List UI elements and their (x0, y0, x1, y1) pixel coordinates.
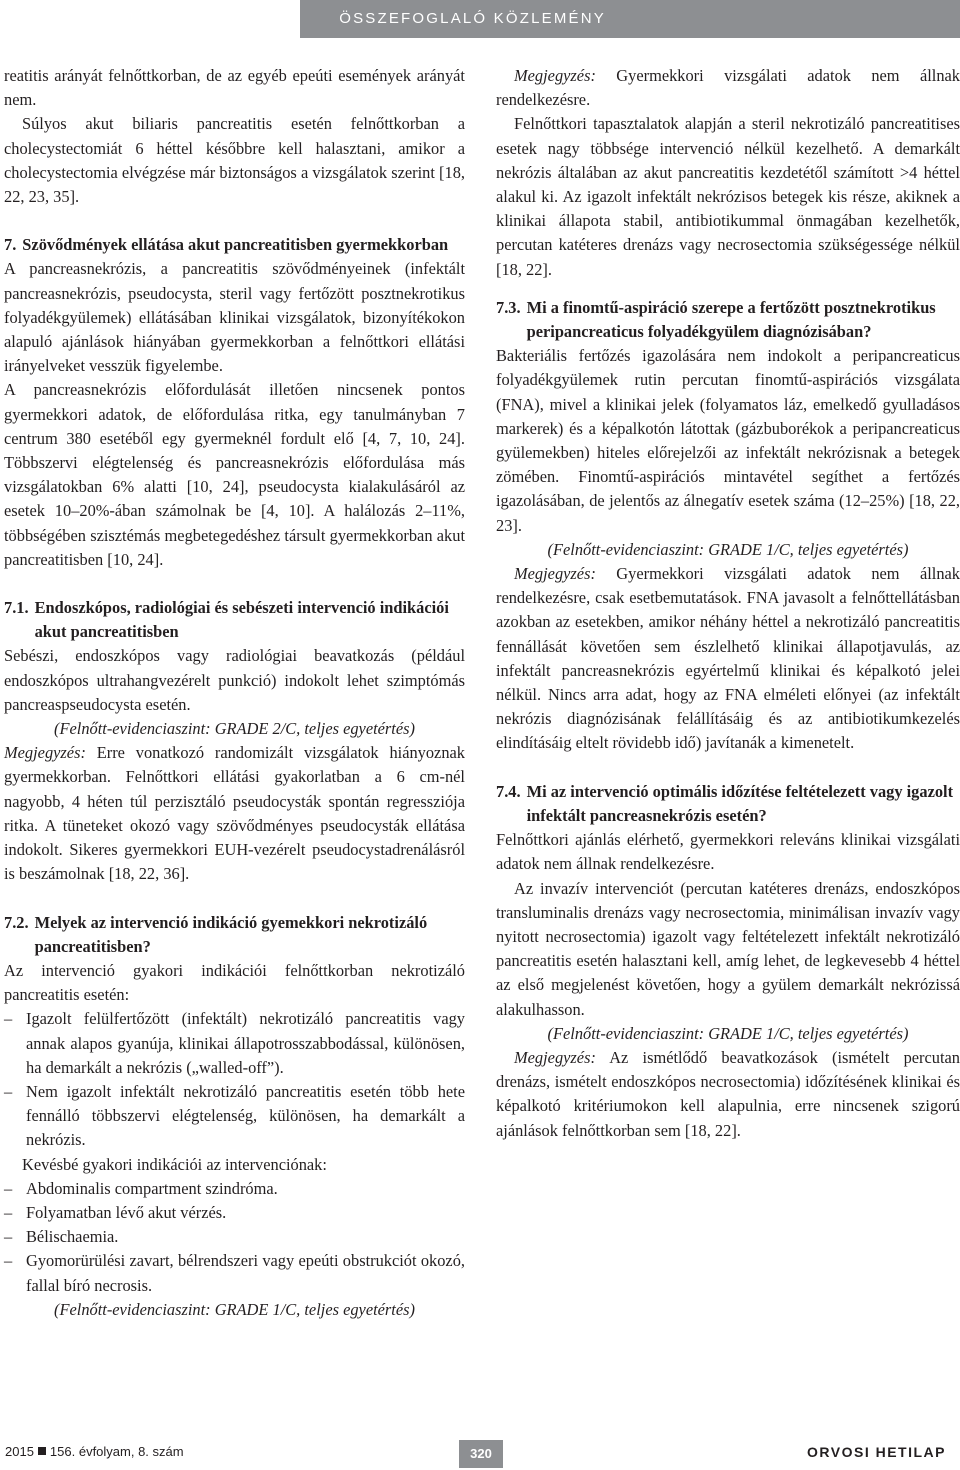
indication-list (4, 1177, 465, 1298)
square-bullet-icon (38, 1447, 46, 1455)
section-number: 7.1. (4, 598, 29, 618)
section-heading (4, 596, 465, 644)
paragraph: A pancreasnekrózis előfordulását illetően nincsenek pontos gyermekkori adatok, de előfordulása ritka, egy tanulmányban 7 centrum 380 esetéből egy gyermeknél fordult elő [4, 7, 10, 24]. Többszervi elégtelenség és pancreasnekrózis előfordulása más vizsgálatokban 6% alatti [10, 24], pseudocysta kialakulásáról az esetek 10–20%-ában számolnak be [4, 10]. A halálozás 2–11%, többségében szisztémás megbetegedéshez társult gyermekkorban akut pancreatitisben [10, 24]. (4, 380, 465, 569)
paragraph: Sebészi, endoszkópos vagy radiológiai beavatkozás (például endoszkópos ultrahangvezérelt punkció) indokolt lehet szimptómás pancreaspseudocysta esetén. (4, 646, 465, 714)
note-paragraph (4, 741, 465, 886)
paragraph: Felnőttkori tapasztalatok alapján a steril nekrotizáló pancreatitises esetek nagy többsége intervenció nélkül kezelhető. A demarkált nekrózis általában az akut pancreatitis kezdetétől számított >4 héttel alakul ki. Az igazolt infektált nekrózisos betegek kis része, akiknek a klinikai állapota stabil, antibiotikummal önmagában kezelhetők, percutan katéteres drenázs vagy necrosectomia szükségessége nélkül [18, 22]. (496, 114, 960, 279)
note-paragraph (496, 1046, 960, 1143)
note-text: Erre vonatkozó randomizált vizsgálatok hiányoznak gyermekkorban. Felnőttkori ellátási gyakorlatban a 6 cm-nél nagyobb, 4 héten túl perzisztáló pseudocysták spontán regressziója ritka. A tüneteket okozó vagy szövődményes pseudocysták ellátása indokolt. Sikeres gyermekkori EUH-vezérelt pseudocystadrenálásról is beszámolnak [18, 22, 36]. (4, 743, 465, 884)
list-item: – Nem igazolt infektált nekrotizáló pancreatitis esetén több hete fennálló többszervi elégtelenség, különösen, ha demarkált a nekrózis. (4, 1080, 465, 1153)
section-title: Mi az intervenció optimális időzítése feltételezett vagy igazolt infektált pancreasnekrózis esetén? (526, 781, 954, 825)
footer-issue: 156. évfolyam, 8. szám (49, 1444, 184, 1459)
indication-list (4, 1007, 465, 1152)
section-heading (496, 296, 960, 344)
footer-year: 2015 (5, 1444, 34, 1459)
section-label: ÖSSZEFOGLALÓ KÖZLEMÉNY (339, 10, 606, 27)
section-heading (496, 780, 960, 828)
note-text: Gyermekkori vizsgálati adatok nem állnak rendelkezésre. (496, 66, 960, 110)
paragraph: Bakteriális fertőzés igazolására nem indokolt a peripancreaticus folyadékgyülemek rutin percutan finomtű-aspirációs vizsgálata (FNA), mivel a klinikai jelek (folyamatos láz, emelkedő gyulladásos markerek) és a képalkotón látottak (gázbuborékok a peripancreaticus gyülemekben) hiteles előrejelzői az infektált nekrózisnak a betegek zömében. Finomtű-aspirációs mintavétel segíthet a fertőzés igazolásában, de jelentős az álnegatív esetek száma (12–25%) [18, 22, 23]. (496, 346, 960, 535)
list-item: – Igazolt felülfertőzött (infektált) nekrotizáló pancreatitis vagy annak alapos gyanúja, klinikai állapotrosszabbodással, különösen, ha demarkált a nekrózis („walled-off”). (4, 1007, 465, 1080)
list-item: – Abdominalis compartment szindróma. (4, 1177, 465, 1201)
evidence-grade: (Felnőtt-evidenciaszint: GRADE 2/C, teljes egyetértés) (54, 719, 415, 739)
note-text: Gyermekkori vizsgálati adatok nem állnak rendelkezésre, csak esetbemutatások. FNA javasolt a felnőttellátásban azokban az esetekben, amikor néhány héttel a nekrotizáló pancreatitis fennállását követően sem észlelhető klinikai állapotjavulás, az infektált pancreasnekrózis egyértelmű klinikai és képalkotó jelei nélkül. Nincs arra adat, hogy az FNA elméleti előnyei (az infektált nekrózis diagnózisának felállításáig és az antibiotikumkezelés elindításáig eltelt rövidebb idő) javítanák a kimenetelt. (496, 564, 960, 753)
note-text: Az ismétlődő beavatkozások (ismételt percutan drenázs, ismételt endoszkópos necrosectomia) időzítésének klinikai és képalkotó kritériumokon kell alapulnia, erre nincsenek szigorú ajánlások felnőttkorban sem [18, 22]. (496, 1047, 960, 1140)
note-label: Megjegyzés: (514, 564, 596, 584)
section-title: Szövődmények ellátása akut pancreatitisben gyermekkorban (22, 235, 449, 255)
section-heading (4, 233, 465, 257)
issue-info (5, 1444, 184, 1459)
page-footer (0, 1440, 960, 1470)
section-title: Endoszkópos, radiológiai és sebészeti intervenció indikációi akut pancreatitisben (34, 598, 449, 642)
paragraph: Az invazív intervenciót (percutan katéteres drenázs, endoszkópos transluminalis drenázs vagy necrosectomia, minimálisan invazív vagy nyitott necrosectomia) igazolt vagy feltételezett infektált nekrotizáló pancreatitis esetén halasztani kell, amíg lehet, de legkevesebb 4 héttel az első megjelenést követően, hogy a gyülem demarkált nekrózissá alakulhasson. (496, 878, 960, 1019)
section-heading (4, 911, 465, 959)
paragraph: Felnőttkori ajánlás elérhető, gyermekkori releváns klinikai vizsgálati adatok nem állnak rendelkezésre. (496, 830, 960, 874)
paragraph: Az intervenció gyakori indikációi felnőttkorban nekrotizáló pancreatitis esetén: (4, 960, 465, 1005)
paragraph: reatitis arányát felnőttkorban, de az egyéb epeúti események arányát nem. (4, 66, 465, 110)
note-paragraph (496, 64, 960, 112)
journal-name: ORVOSI HETILAP (807, 1444, 946, 1460)
paragraph: Súlyos akut biliaris pancreatitis esetén felnőttkorban a cholecystectomiát 6 héttel későbbre kell halasztani, amikor a cholecystectomia elvégzése már biztonságos a vizsgálatok szerint [18, 22, 23, 35]. (4, 114, 465, 207)
section-number: 7.3. (496, 297, 521, 317)
note-paragraph (496, 562, 960, 756)
right-column (496, 64, 960, 1143)
note-label: Megjegyzés: (514, 66, 596, 85)
evidence-grade: (Felnőtt-evidenciaszint: GRADE 1/C, teljes egyetértés) (547, 539, 909, 559)
section-title: Mi a finomtű-aspiráció szerepe a fertőzött posztnekrotikus peripancreaticus folyadékgyülem diagnózisában? (526, 297, 936, 342)
left-column (4, 64, 465, 1322)
list-item: – Folyamatban lévő akut vérzés. (4, 1201, 465, 1225)
list-item: – Bélischaemia. (4, 1225, 465, 1249)
paragraph: Kevésbé gyakori indikációi az intervenciónak: (22, 1154, 327, 1174)
section-number: 7.2. (4, 912, 29, 932)
page-number: 320 (459, 1440, 503, 1468)
paragraph: A pancreasnekrózis, a pancreatitis szövődményeinek (infektált pancreasnekrózis, pseudocysta, steril vagy fertőzött posztnekrotikus folyadékgyülemek) ellátásában klinikai vizsgálatok, bizonyítékokon alapuló ajánlások hiányában gyermekkorban a felnőttkori ellátási irányelveket vesszük figyelembe. (4, 259, 465, 376)
evidence-grade: (Felnőtt-evidenciaszint: GRADE 1/C, teljes egyetértés) (54, 1299, 415, 1319)
section-title: Melyek az intervenció indikáció gyemekkori nekrotizáló pancreatitisben? (34, 912, 428, 956)
list-item: – Gyomorürülési zavart, bélrendszeri vagy epeúti obstrukciót okozó, fallal bíró necrosis. (4, 1249, 465, 1297)
note-label: Megjegyzés: (4, 743, 86, 763)
note-label: Megjegyzés: (514, 1047, 596, 1067)
section-number: 7.4. (496, 781, 521, 801)
evidence-grade: (Felnőtt-evidenciaszint: GRADE 1/C, teljes egyetértés) (547, 1023, 909, 1043)
section-number: 7. (4, 235, 17, 255)
